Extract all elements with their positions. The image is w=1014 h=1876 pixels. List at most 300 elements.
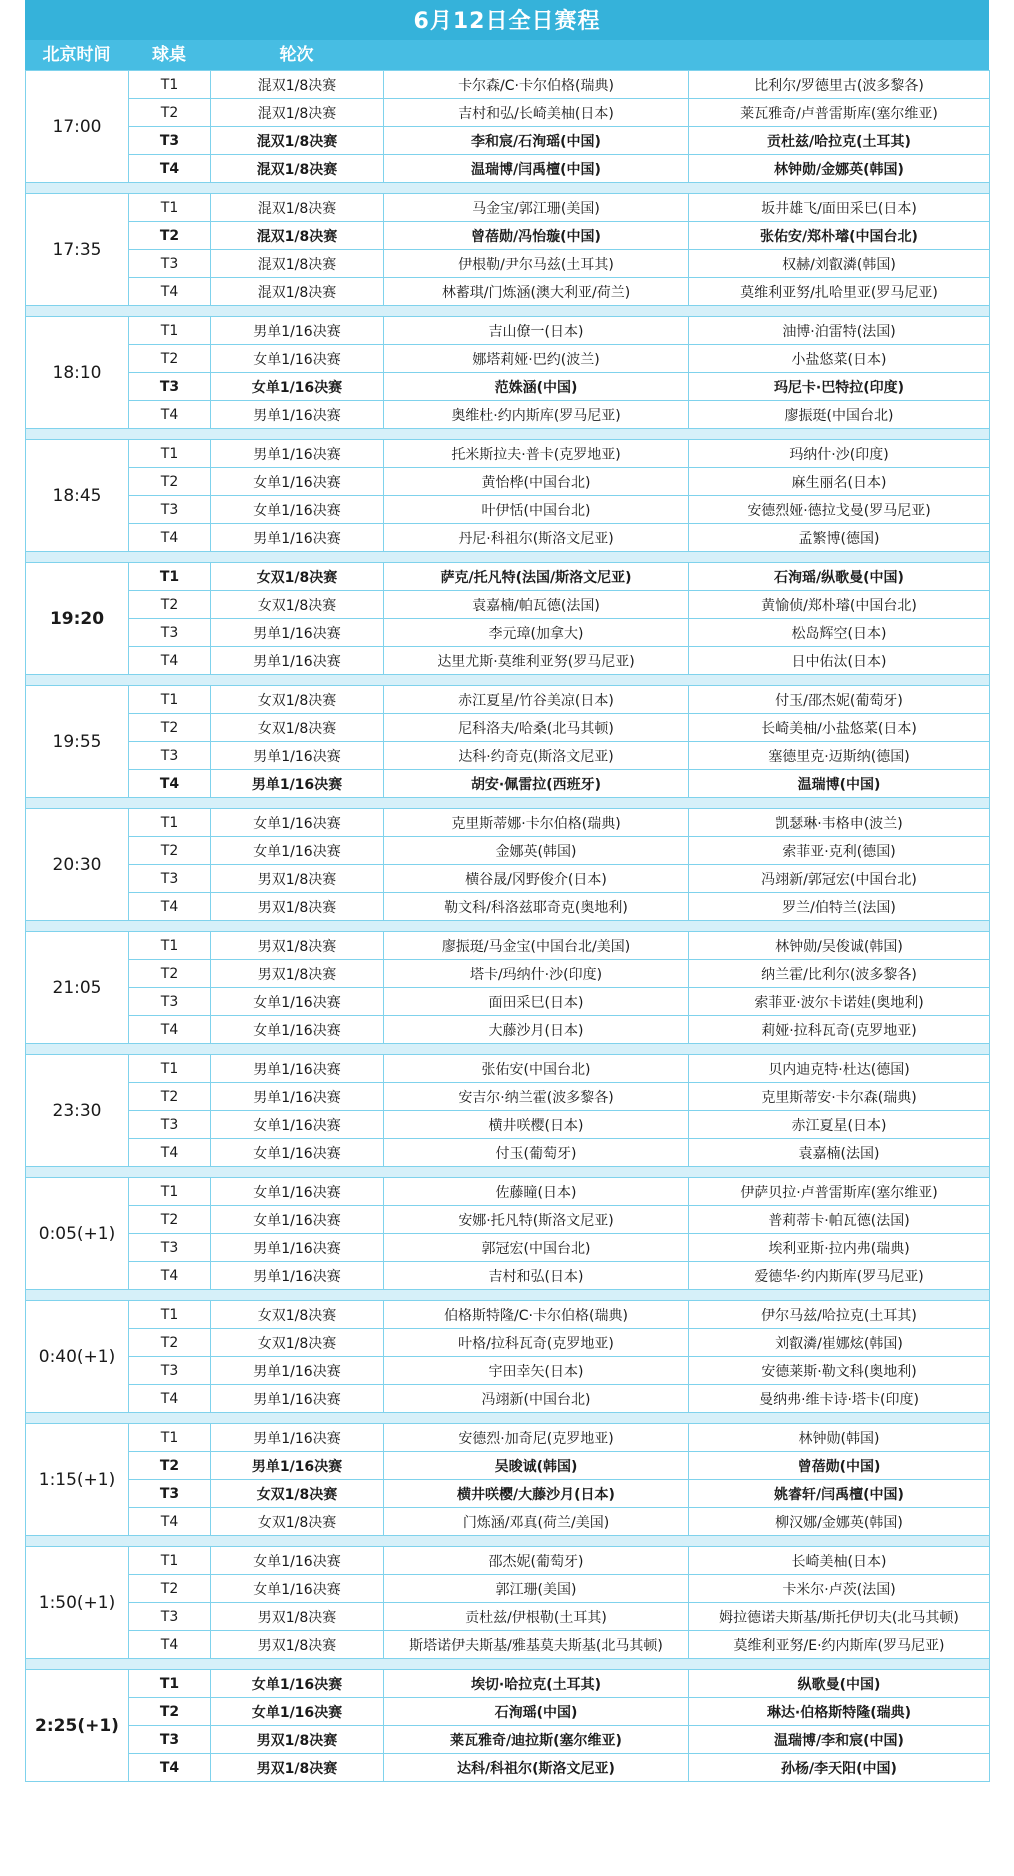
table-row xyxy=(26,71,990,99)
round-cell: 男单1/16决赛 xyxy=(211,1234,384,1262)
slot-divider-cell xyxy=(26,1536,990,1547)
page-title: 6月12日全日赛程 xyxy=(25,0,989,40)
table-row xyxy=(26,960,990,988)
round-cell: 男双1/8决赛 xyxy=(211,893,384,921)
round-cell: 混双1/8决赛 xyxy=(211,155,384,183)
player2-cell: 安德莱斯·勒文科(奥地利) xyxy=(689,1357,990,1385)
player2-cell: 孙杨/李天阳(中国) xyxy=(689,1754,990,1782)
player2-cell: 卡米尔·卢茨(法国) xyxy=(689,1575,990,1603)
player2-cell: 林钟勋/金娜英(韩国) xyxy=(689,155,990,183)
player2-cell: 埃利亚斯·拉内弗(瑞典) xyxy=(689,1234,990,1262)
table-cell: T1 xyxy=(129,1424,211,1452)
round-cell: 女单1/16决赛 xyxy=(211,345,384,373)
player1-cell: 卡尔森/C·卡尔伯格(瑞典) xyxy=(384,71,689,99)
round-cell: 女单1/16决赛 xyxy=(211,1670,384,1698)
player1-cell: 郭冠宏(中国台北) xyxy=(384,1234,689,1262)
player2-cell: 塞德里克·迈斯纳(德国) xyxy=(689,742,990,770)
slot-divider xyxy=(26,429,990,440)
player1-cell: 贡杜兹/伊根勒(土耳其) xyxy=(384,1603,689,1631)
round-cell: 女单1/16决赛 xyxy=(211,1139,384,1167)
player1-cell: 吉村和弘(日本) xyxy=(384,1262,689,1290)
player2-cell: 纳兰霍/比利尔(波多黎各) xyxy=(689,960,990,988)
time-cell: 17:00 xyxy=(26,71,129,183)
round-cell: 男单1/16决赛 xyxy=(211,647,384,675)
player1-cell: 吴晙诚(韩国) xyxy=(384,1452,689,1480)
table-cell: T3 xyxy=(129,1111,211,1139)
table-row xyxy=(26,401,990,429)
table-cell: T2 xyxy=(129,345,211,373)
player2-cell: 曼纳弗·维卡诗·塔卡(印度) xyxy=(689,1385,990,1413)
player1-cell: 克里斯蒂娜·卡尔伯格(瑞典) xyxy=(384,809,689,837)
header-round: 轮次 xyxy=(279,45,314,65)
table-row xyxy=(26,1083,990,1111)
player2-cell: 坂井雄飞/面田采巳(日本) xyxy=(689,194,990,222)
table-cell: T3 xyxy=(129,250,211,278)
player2-cell: 安德烈娅·德拉戈曼(罗马尼亚) xyxy=(689,496,990,524)
slot-divider xyxy=(26,1167,990,1178)
table-row xyxy=(26,1452,990,1480)
table-row xyxy=(26,809,990,837)
table-row xyxy=(26,468,990,496)
time-cell: 19:20 xyxy=(26,563,129,675)
table-row xyxy=(26,1508,990,1536)
table-row xyxy=(26,1329,990,1357)
player1-cell: 横谷晟/冈野俊介(日本) xyxy=(384,865,689,893)
player1-cell: 佐藤瞳(日本) xyxy=(384,1178,689,1206)
table-row xyxy=(26,1726,990,1754)
player1-cell: 尼科洛夫/哈桑(北马其顿) xyxy=(384,714,689,742)
table-cell: T3 xyxy=(129,373,211,401)
table-row xyxy=(26,1262,990,1290)
player2-cell: 油博·泊雷特(法国) xyxy=(689,317,990,345)
table-cell: T1 xyxy=(129,317,211,345)
time-cell: 1:50(+1) xyxy=(26,1547,129,1659)
player2-cell: 玛尼卡·巴特拉(印度) xyxy=(689,373,990,401)
time-cell: 2:25(+1) xyxy=(26,1670,129,1782)
round-cell: 女单1/16决赛 xyxy=(211,373,384,401)
player2-cell: 莫维利亚努/扎哈里亚(罗马尼亚) xyxy=(689,278,990,306)
player1-cell: 袁嘉楠/帕瓦德(法国) xyxy=(384,591,689,619)
player2-cell: 温瑞博(中国) xyxy=(689,770,990,798)
player2-cell: 罗兰/伯特兰(法国) xyxy=(689,893,990,921)
slot-divider-cell xyxy=(26,306,990,317)
slot-divider-cell xyxy=(26,552,990,563)
table-row xyxy=(26,770,990,798)
player1-cell: 莱瓦雅奇/迪拉斯(塞尔维亚) xyxy=(384,1726,689,1754)
table-cell: T1 xyxy=(129,1547,211,1575)
slot-divider xyxy=(26,921,990,932)
round-cell: 女单1/16决赛 xyxy=(211,1016,384,1044)
table-cell: T2 xyxy=(129,960,211,988)
player2-cell: 刘叡潾/崔娜炫(韩国) xyxy=(689,1329,990,1357)
table-cell: T2 xyxy=(129,1206,211,1234)
player1-cell: 黄怡桦(中国台北) xyxy=(384,468,689,496)
time-cell: 18:45 xyxy=(26,440,129,552)
round-cell: 女单1/16决赛 xyxy=(211,1575,384,1603)
table-row xyxy=(26,317,990,345)
table-row xyxy=(26,155,990,183)
table-cell: T3 xyxy=(129,127,211,155)
slot-divider-cell xyxy=(26,675,990,686)
slot-divider-cell xyxy=(26,1413,990,1424)
player1-cell: 萨克/托凡特(法国/斯洛文尼亚) xyxy=(384,563,689,591)
player1-cell: 曾蓓勋/冯怡璇(中国) xyxy=(384,222,689,250)
player2-cell: 贡杜兹/哈拉克(土耳其) xyxy=(689,127,990,155)
round-cell: 女单1/16决赛 xyxy=(211,1178,384,1206)
player1-cell: 门炼涵/邓真(荷兰/美国) xyxy=(384,1508,689,1536)
table-row xyxy=(26,742,990,770)
player2-cell: 松岛辉空(日本) xyxy=(689,619,990,647)
table-row xyxy=(26,619,990,647)
table-cell: T4 xyxy=(129,1754,211,1782)
table-cell: T4 xyxy=(129,770,211,798)
header-time: 北京时间 xyxy=(42,45,111,65)
round-cell: 男双1/8决赛 xyxy=(211,1603,384,1631)
round-cell: 男单1/16决赛 xyxy=(211,401,384,429)
table-cell: T3 xyxy=(129,988,211,1016)
round-cell: 男单1/16决赛 xyxy=(211,1262,384,1290)
slot-divider-cell xyxy=(26,1659,990,1670)
table-row xyxy=(26,1698,990,1726)
table-cell: T3 xyxy=(129,1726,211,1754)
slot-divider xyxy=(26,798,990,809)
player1-cell: 斯塔诺伊夫斯基/雅基莫夫斯基(北马其顿) xyxy=(384,1631,689,1659)
round-cell: 男双1/8决赛 xyxy=(211,865,384,893)
table-row xyxy=(26,1178,990,1206)
round-cell: 男单1/16决赛 xyxy=(211,1055,384,1083)
player2-cell: 柳汉娜/金娜英(韩国) xyxy=(689,1508,990,1536)
table-row xyxy=(26,591,990,619)
table-row xyxy=(26,865,990,893)
table-cell: T4 xyxy=(129,1016,211,1044)
table-row xyxy=(26,345,990,373)
round-cell: 男单1/16决赛 xyxy=(211,440,384,468)
player1-cell: 郭江珊(美国) xyxy=(384,1575,689,1603)
time-cell: 0:40(+1) xyxy=(26,1301,129,1413)
header-table: 球桌 xyxy=(152,45,186,65)
player1-cell: 塔卡/玛纳什·沙(印度) xyxy=(384,960,689,988)
slot-divider xyxy=(26,675,990,686)
slot-divider-cell xyxy=(26,1290,990,1301)
table-cell: T2 xyxy=(129,1329,211,1357)
round-cell: 女单1/16决赛 xyxy=(211,1698,384,1726)
slot-divider-cell xyxy=(26,1044,990,1055)
table-row xyxy=(26,1139,990,1167)
round-cell: 男双1/8决赛 xyxy=(211,1631,384,1659)
round-cell: 女单1/16决赛 xyxy=(211,809,384,837)
round-cell: 女单1/16决赛 xyxy=(211,837,384,865)
round-cell: 男单1/16决赛 xyxy=(211,524,384,552)
table-row xyxy=(26,1206,990,1234)
table-cell: T2 xyxy=(129,1698,211,1726)
player1-cell: 埃切·哈拉克(土耳其) xyxy=(384,1670,689,1698)
time-cell: 21:05 xyxy=(26,932,129,1044)
round-cell: 女单1/16决赛 xyxy=(211,1111,384,1139)
player2-cell: 林钟勋/吴俊诚(韩国) xyxy=(689,932,990,960)
round-cell: 男双1/8决赛 xyxy=(211,932,384,960)
round-cell: 混双1/8决赛 xyxy=(211,194,384,222)
table-cell: T2 xyxy=(129,1575,211,1603)
slot-divider-cell xyxy=(26,429,990,440)
player2-cell: 日中佑汰(日本) xyxy=(689,647,990,675)
table-row xyxy=(26,496,990,524)
player1-cell: 温瑞博/闫禹檀(中国) xyxy=(384,155,689,183)
player2-cell: 长崎美柚(日本) xyxy=(689,1547,990,1575)
time-cell: 18:10 xyxy=(26,317,129,429)
player2-cell: 权赫/刘叡潾(韩国) xyxy=(689,250,990,278)
round-cell: 混双1/8决赛 xyxy=(211,71,384,99)
round-cell: 女单1/16决赛 xyxy=(211,1547,384,1575)
round-cell: 混双1/8决赛 xyxy=(211,222,384,250)
player2-cell: 索菲亚·克利(德国) xyxy=(689,837,990,865)
table-cell: T4 xyxy=(129,155,211,183)
player2-cell: 伊萨贝拉·卢普雷斯库(塞尔维亚) xyxy=(689,1178,990,1206)
player2-cell: 爱德华·约内斯库(罗马尼亚) xyxy=(689,1262,990,1290)
table-cell: T1 xyxy=(129,1055,211,1083)
player1-cell: 石洵瑶(中国) xyxy=(384,1698,689,1726)
table-row xyxy=(26,647,990,675)
time-cell: 0:05(+1) xyxy=(26,1178,129,1290)
player2-cell: 伊尔马兹/哈拉克(土耳其) xyxy=(689,1301,990,1329)
table-cell: T4 xyxy=(129,1385,211,1413)
table-row xyxy=(26,1234,990,1262)
player1-cell: 大藤沙月(日本) xyxy=(384,1016,689,1044)
player1-cell: 赤江夏星/竹谷美凉(日本) xyxy=(384,686,689,714)
player1-cell: 张佑安(中国台北) xyxy=(384,1055,689,1083)
table-row xyxy=(26,837,990,865)
slot-divider-cell xyxy=(26,921,990,932)
table-cell: T3 xyxy=(129,865,211,893)
table-cell: T2 xyxy=(129,99,211,127)
round-cell: 混双1/8决赛 xyxy=(211,99,384,127)
player2-cell: 曾蓓勋(中国) xyxy=(689,1452,990,1480)
round-cell: 女双1/8决赛 xyxy=(211,686,384,714)
player1-cell: 付玉(葡萄牙) xyxy=(384,1139,689,1167)
round-cell: 女单1/16决赛 xyxy=(211,1206,384,1234)
player1-cell: 金娜英(韩国) xyxy=(384,837,689,865)
table-cell: T4 xyxy=(129,893,211,921)
slot-divider-cell xyxy=(26,798,990,809)
player1-cell: 娜塔莉娅·巴约(波兰) xyxy=(384,345,689,373)
player1-cell: 横井咲樱/大藤沙月(日本) xyxy=(384,1480,689,1508)
player1-cell: 范姝涵(中国) xyxy=(384,373,689,401)
table-cell: T4 xyxy=(129,401,211,429)
player2-cell: 莉娅·拉科瓦奇(克罗地亚) xyxy=(689,1016,990,1044)
round-cell: 混双1/8决赛 xyxy=(211,250,384,278)
player2-cell: 孟繁博(德国) xyxy=(689,524,990,552)
table-cell: T4 xyxy=(129,647,211,675)
player2-cell: 凯瑟琳·韦格申(波兰) xyxy=(689,809,990,837)
table-row xyxy=(26,1016,990,1044)
table-row xyxy=(26,1385,990,1413)
table-row xyxy=(26,194,990,222)
player2-cell: 姆拉德诺夫斯基/斯托伊切夫(北马其顿) xyxy=(689,1603,990,1631)
table-cell: T2 xyxy=(129,837,211,865)
table-cell: T1 xyxy=(129,440,211,468)
table-row xyxy=(26,278,990,306)
table-row xyxy=(26,1631,990,1659)
player2-cell: 冯翊新/郭冠宏(中国台北) xyxy=(689,865,990,893)
table-cell: T4 xyxy=(129,278,211,306)
player1-cell: 胡安·佩雷拉(西班牙) xyxy=(384,770,689,798)
player1-cell: 宇田幸矢(日本) xyxy=(384,1357,689,1385)
round-cell: 男单1/16决赛 xyxy=(211,742,384,770)
slot-divider xyxy=(26,306,990,317)
round-cell: 女双1/8决赛 xyxy=(211,1508,384,1536)
player2-cell: 廖振珽(中国台北) xyxy=(689,401,990,429)
player1-cell: 安德烈·加奇尼(克罗地亚) xyxy=(384,1424,689,1452)
table-cell: T3 xyxy=(129,619,211,647)
player1-cell: 吉村和弘/长崎美柚(日本) xyxy=(384,99,689,127)
table-header xyxy=(25,40,989,70)
round-cell: 女双1/8决赛 xyxy=(211,714,384,742)
player1-cell: 达科·约奇克(斯洛文尼亚) xyxy=(384,742,689,770)
table-row xyxy=(26,222,990,250)
table-cell: T1 xyxy=(129,563,211,591)
player2-cell: 林钟勋(韩国) xyxy=(689,1424,990,1452)
time-cell: 23:30 xyxy=(26,1055,129,1167)
schedule-table xyxy=(25,70,990,1782)
round-cell: 男单1/16决赛 xyxy=(211,1452,384,1480)
table-row xyxy=(26,524,990,552)
round-cell: 男单1/16决赛 xyxy=(211,1083,384,1111)
player1-cell: 冯翊新(中国台北) xyxy=(384,1385,689,1413)
time-cell: 17:35 xyxy=(26,194,129,306)
table-cell: T2 xyxy=(129,591,211,619)
player1-cell: 李元璋(加拿大) xyxy=(384,619,689,647)
table-cell: T3 xyxy=(129,1234,211,1262)
table-cell: T4 xyxy=(129,1631,211,1659)
player2-cell: 麻生丽名(日本) xyxy=(689,468,990,496)
player2-cell: 克里斯蒂安·卡尔森(瑞典) xyxy=(689,1083,990,1111)
slot-divider xyxy=(26,1413,990,1424)
slot-divider xyxy=(26,1536,990,1547)
table-cell: T4 xyxy=(129,1262,211,1290)
table-row xyxy=(26,1754,990,1782)
table-row xyxy=(26,988,990,1016)
round-cell: 混双1/8决赛 xyxy=(211,127,384,155)
table-cell: T2 xyxy=(129,714,211,742)
table-cell: T1 xyxy=(129,194,211,222)
table-row xyxy=(26,373,990,401)
table-cell: T2 xyxy=(129,468,211,496)
player1-cell: 吉山僚一(日本) xyxy=(384,317,689,345)
table-row xyxy=(26,1357,990,1385)
round-cell: 男单1/16决赛 xyxy=(211,1357,384,1385)
table-cell: T1 xyxy=(129,686,211,714)
player1-cell: 叶格/拉科瓦奇(克罗地亚) xyxy=(384,1329,689,1357)
player2-cell: 小盐悠菜(日本) xyxy=(689,345,990,373)
table-row xyxy=(26,440,990,468)
table-cell: T1 xyxy=(129,71,211,99)
table-cell: T2 xyxy=(129,1083,211,1111)
table-cell: T2 xyxy=(129,222,211,250)
player2-cell: 黄愉侦/郑朴璿(中国台北) xyxy=(689,591,990,619)
round-cell: 男单1/16决赛 xyxy=(211,1424,384,1452)
player1-cell: 奥维杜·约内斯库(罗马尼亚) xyxy=(384,401,689,429)
player1-cell: 叶伊恬(中国台北) xyxy=(384,496,689,524)
player1-cell: 横井咲樱(日本) xyxy=(384,1111,689,1139)
round-cell: 女双1/8决赛 xyxy=(211,1329,384,1357)
round-cell: 男双1/8决赛 xyxy=(211,1726,384,1754)
player2-cell: 赤江夏星(日本) xyxy=(689,1111,990,1139)
table-row xyxy=(26,563,990,591)
table-cell: T3 xyxy=(129,1603,211,1631)
table-cell: T3 xyxy=(129,742,211,770)
player1-cell: 邵杰妮(葡萄牙) xyxy=(384,1547,689,1575)
player2-cell: 莱瓦雅奇/卢普雷斯库(塞尔维亚) xyxy=(689,99,990,127)
table-row xyxy=(26,1111,990,1139)
player2-cell: 索菲亚·波尔卡诺娃(奥地利) xyxy=(689,988,990,1016)
table-cell: T4 xyxy=(129,1139,211,1167)
table-row xyxy=(26,1301,990,1329)
table-row xyxy=(26,932,990,960)
table-row xyxy=(26,1424,990,1452)
table-row xyxy=(26,1575,990,1603)
table-cell: T3 xyxy=(129,496,211,524)
table-row xyxy=(26,1670,990,1698)
player1-cell: 达科/科祖尔(斯洛文尼亚) xyxy=(384,1754,689,1782)
player2-cell: 张佑安/郑朴璿(中国台北) xyxy=(689,222,990,250)
table-cell: T1 xyxy=(129,809,211,837)
player1-cell: 李和宸/石洵瑶(中国) xyxy=(384,127,689,155)
player2-cell: 普莉蒂卡·帕瓦德(法国) xyxy=(689,1206,990,1234)
player1-cell: 伯格斯特隆/C·卡尔伯格(瑞典) xyxy=(384,1301,689,1329)
player1-cell: 丹尼·科祖尔(斯洛文尼亚) xyxy=(384,524,689,552)
round-cell: 男单1/16决赛 xyxy=(211,1385,384,1413)
round-cell: 混双1/8决赛 xyxy=(211,278,384,306)
slot-divider xyxy=(26,1044,990,1055)
time-cell: 1:15(+1) xyxy=(26,1424,129,1536)
table-cell: T3 xyxy=(129,1357,211,1385)
slot-divider xyxy=(26,1659,990,1670)
player2-cell: 琳达·伯格斯特隆(瑞典) xyxy=(689,1698,990,1726)
slot-divider-cell xyxy=(26,1167,990,1178)
player1-cell: 林蓄琪/门炼涵(澳大利亚/荷兰) xyxy=(384,278,689,306)
player2-cell: 温瑞博/李和宸(中国) xyxy=(689,1726,990,1754)
round-cell: 男双1/8决赛 xyxy=(211,960,384,988)
table-cell: T3 xyxy=(129,1480,211,1508)
player2-cell: 姚睿轩/闫禹檀(中国) xyxy=(689,1480,990,1508)
table-cell: T4 xyxy=(129,524,211,552)
round-cell: 女双1/8决赛 xyxy=(211,1301,384,1329)
round-cell: 男单1/16决赛 xyxy=(211,770,384,798)
table-row xyxy=(26,99,990,127)
table-row xyxy=(26,1547,990,1575)
player2-cell: 莫维利亚努/E·约内斯库(罗马尼亚) xyxy=(689,1631,990,1659)
player2-cell: 付玉/邵杰妮(葡萄牙) xyxy=(689,686,990,714)
table-row xyxy=(26,1480,990,1508)
player2-cell: 贝内迪克特·杜达(德国) xyxy=(689,1055,990,1083)
player1-cell: 伊根勒/尹尔马兹(土耳其) xyxy=(384,250,689,278)
table-row xyxy=(26,1603,990,1631)
player1-cell: 安娜·托凡特(斯洛文尼亚) xyxy=(384,1206,689,1234)
round-cell: 女单1/16决赛 xyxy=(211,988,384,1016)
table-cell: T2 xyxy=(129,1452,211,1480)
player2-cell: 比利尔/罗德里古(波多黎各) xyxy=(689,71,990,99)
table-row xyxy=(26,893,990,921)
round-cell: 女双1/8决赛 xyxy=(211,1480,384,1508)
slot-divider xyxy=(26,183,990,194)
round-cell: 男单1/16决赛 xyxy=(211,619,384,647)
table-row xyxy=(26,686,990,714)
table-cell: T4 xyxy=(129,1508,211,1536)
player1-cell: 达里尤斯·莫维利亚努(罗马尼亚) xyxy=(384,647,689,675)
player1-cell: 托米斯拉夫·普卡(克罗地亚) xyxy=(384,440,689,468)
slot-divider xyxy=(26,552,990,563)
round-cell: 男单1/16决赛 xyxy=(211,317,384,345)
player2-cell: 玛纳什·沙(印度) xyxy=(689,440,990,468)
